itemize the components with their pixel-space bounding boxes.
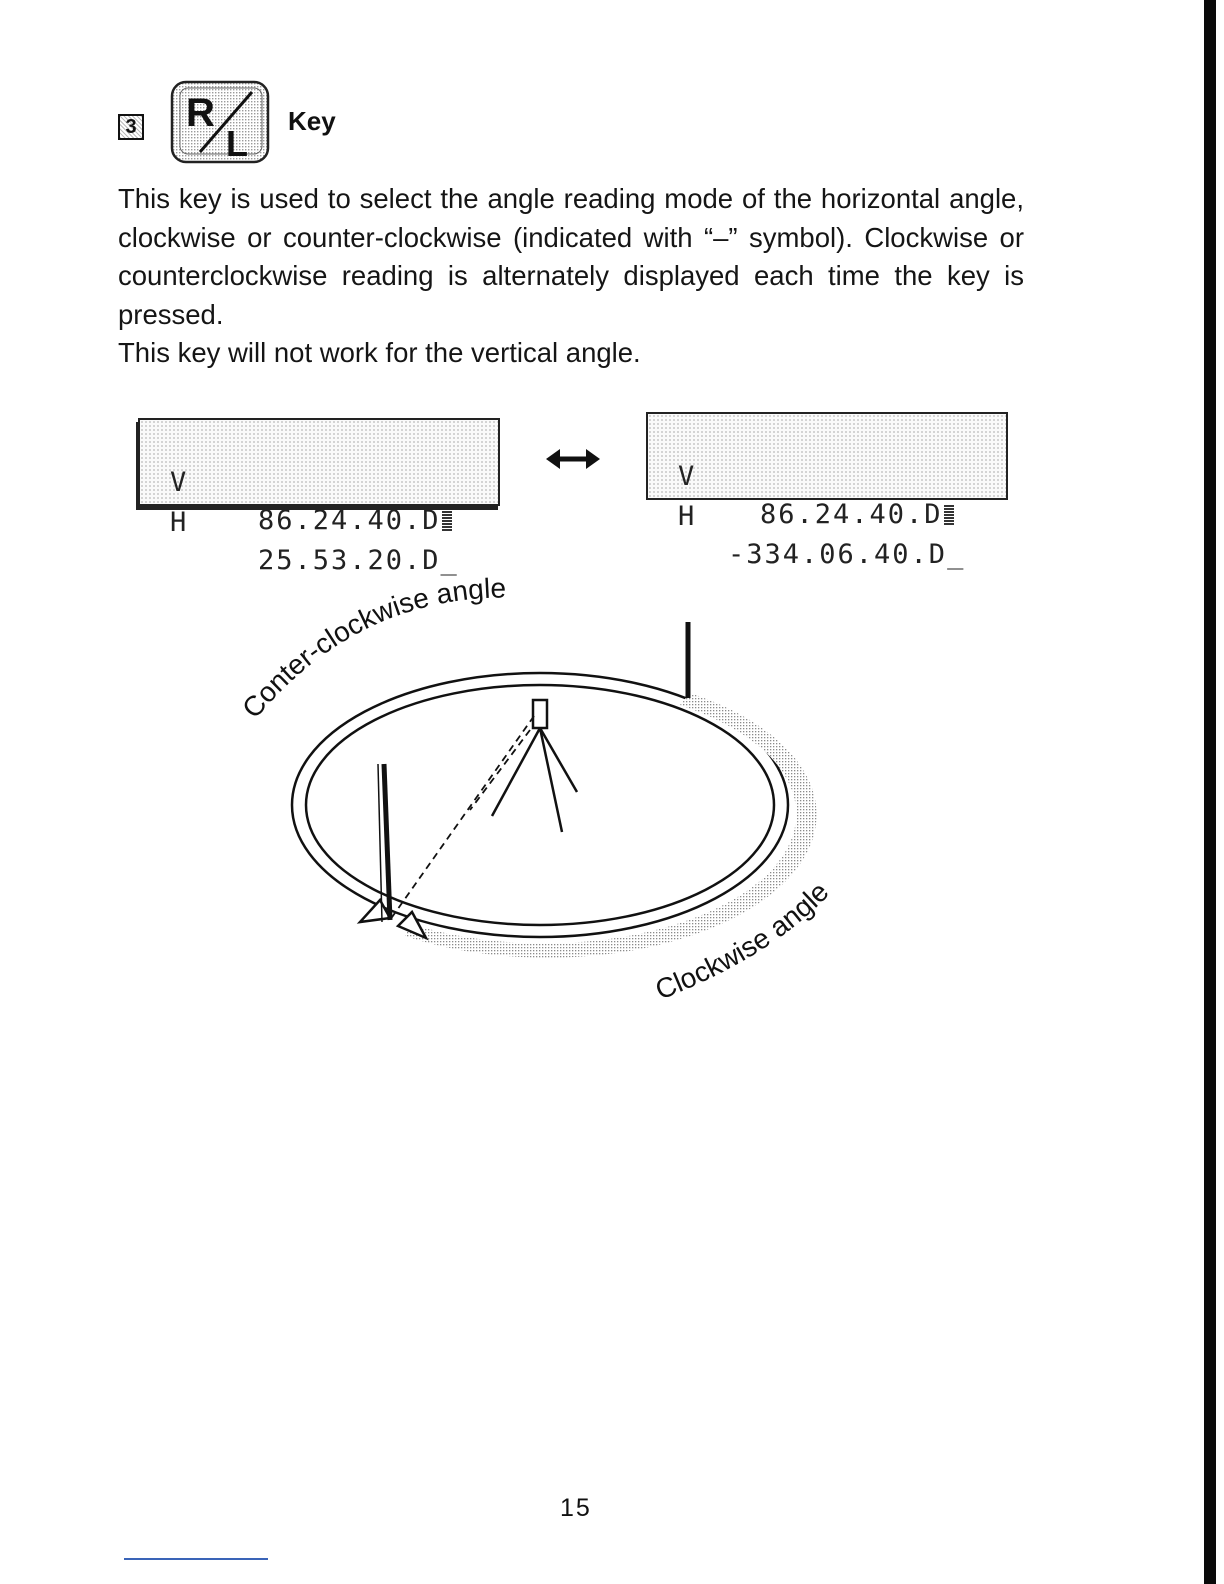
tripod-leg — [540, 728, 562, 832]
counter-clockwise-label-path: Conter-clockwise angle — [236, 572, 507, 724]
sight-line-inner — [470, 730, 530, 810]
paragraph-key-description: This key is used to select the angle reading mode of the horizontal angle, clockwise or counter-clockwise (indicated with “–” symbol). Clockwise or counterclockwise reading is alternately displayed each time the key is pressed. — [118, 183, 1024, 330]
target-pole-left — [384, 764, 390, 920]
section-heading: Key — [288, 106, 336, 136]
page-number: 15 — [560, 1494, 592, 1522]
lcd-axis-label: H — [678, 501, 695, 532]
double-headed-arrow-icon — [546, 446, 600, 472]
lcd-vertical-value — [760, 496, 954, 534]
lcd-horizontal-value: -334.06.40.D_ — [728, 539, 966, 570]
key-letter-l: L — [226, 123, 248, 164]
lcd-cursor-block — [944, 505, 954, 525]
lcd-row-vertical — [140, 426, 498, 536]
lcd-axis-label: V — [678, 461, 695, 492]
angle-direction-diagram — [230, 560, 910, 1020]
r-over-l-key-icon — [170, 80, 270, 164]
lcd-cursor-block — [442, 511, 452, 531]
lcd-vertical-reading: 86.24.40.D — [258, 505, 441, 536]
instrument-body — [533, 700, 547, 728]
lcd-vertical-value — [258, 502, 452, 540]
sight-line-left — [390, 716, 534, 920]
body-text — [118, 180, 1024, 373]
lcd-display-clockwise — [138, 418, 500, 576]
clockwise-label-path: Clockwise angle — [650, 876, 835, 1006]
key-letter-r: R — [186, 91, 215, 135]
lcd-vertical-reading: 86.24.40.D — [760, 499, 943, 530]
lcd-horizontal-value: 25.53.20.D_ — [258, 545, 459, 576]
counter-clockwise-label — [236, 572, 506, 723]
lcd-axis-label: H — [170, 507, 187, 538]
footer-rule — [124, 1558, 268, 1560]
section-header — [118, 78, 518, 164]
paragraph-vertical-note: This key will not work for the vertical angle. — [118, 337, 641, 368]
lcd-display-counter-clockwise — [646, 412, 1008, 570]
lcd-row-vertical — [648, 420, 1006, 530]
lcd-axis-label: V — [170, 467, 187, 498]
page-edge-bar — [1204, 0, 1216, 1584]
section-number: 3 — [118, 114, 144, 140]
